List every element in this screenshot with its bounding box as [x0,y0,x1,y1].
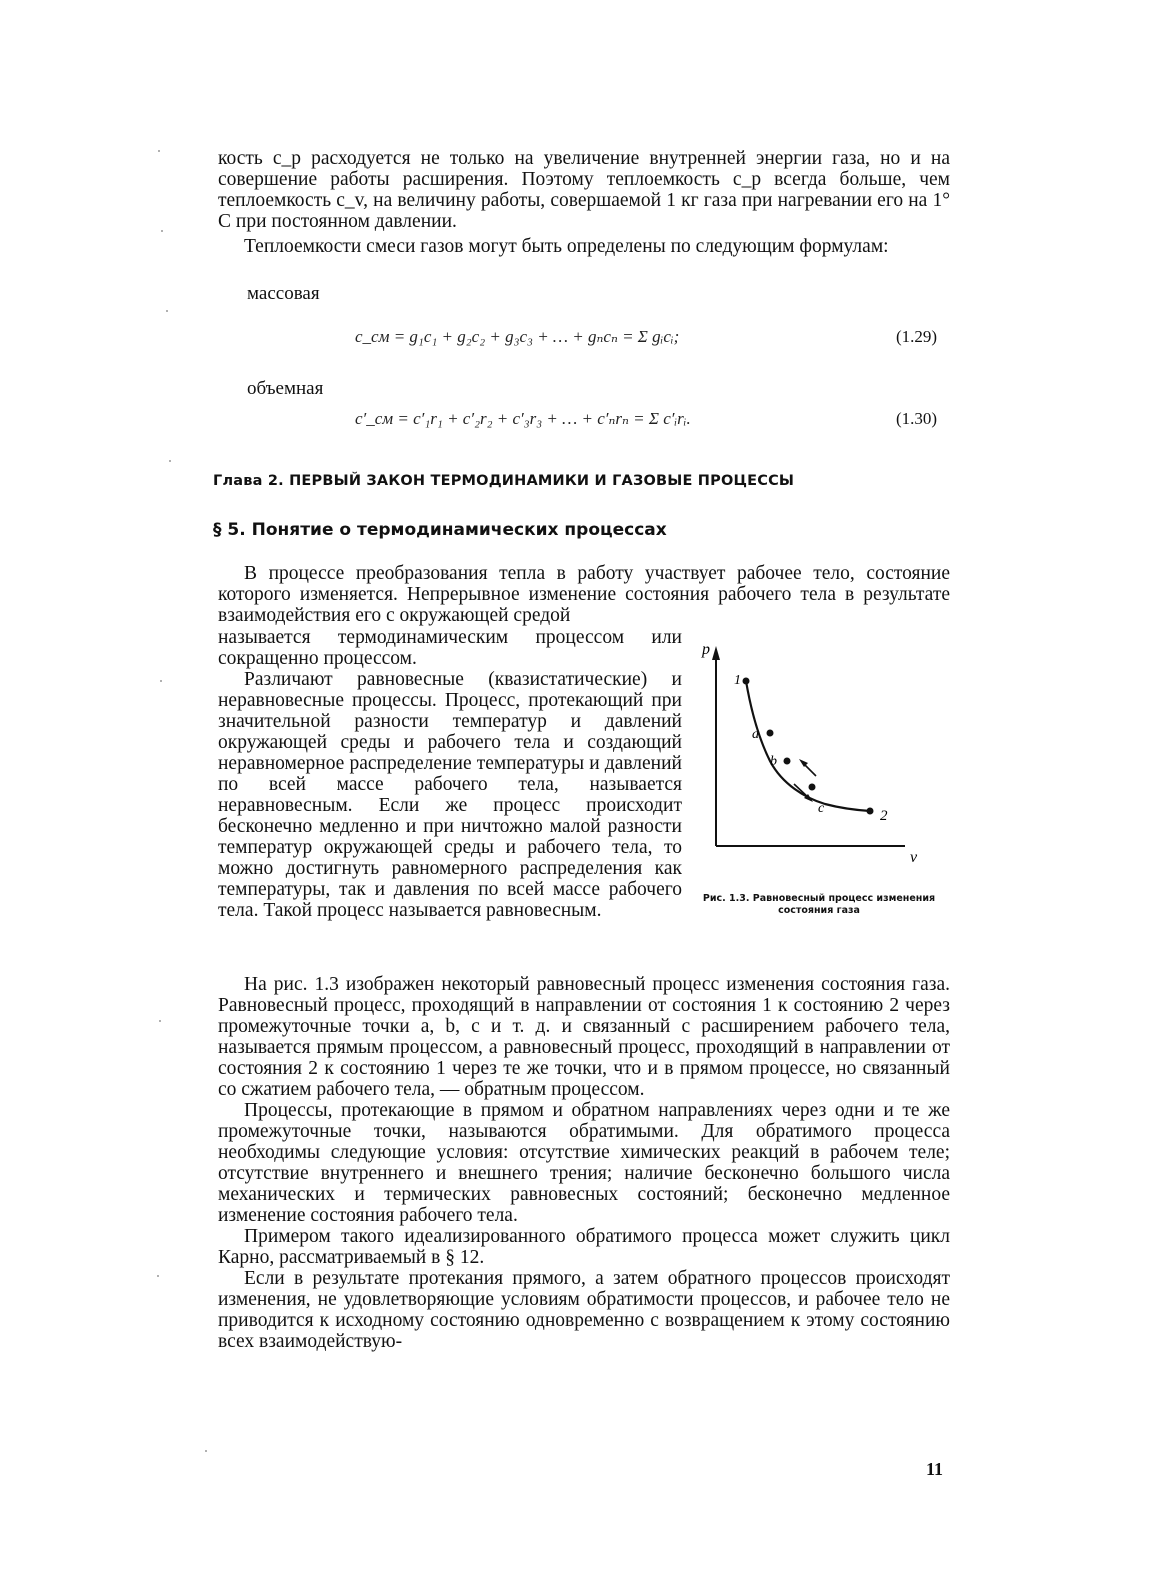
label-point-1: 1 [734,673,741,688]
formula-mass: c_см = g₁c₁ + g₂c₂ + g₃c₃ + … + gₙcₙ = Σ gᵢcᵢ; [355,327,680,346]
label-point-b: b [770,754,777,769]
process-curve [746,681,870,811]
formula-mass-label: массовая [247,283,320,304]
label-point-2: 2 [880,808,888,824]
formula-volume: c′_см = c′₁r₁ + c′₂r₂ + c′₃r₃ + … + c′ₙrₙ = Σ c′ᵢrᵢ. [355,409,691,428]
scan-speck [157,1275,159,1277]
paragraph-mixture: Теплоемкости смеси газов могут быть определены по следующим формулам: [244,236,889,257]
paragraph-direct-reverse: На рис. 1.3 изображен некоторый равновесный процесс изменения состояния газа. Равновесный процесс, проходящий в направлении от состояния 1 к состоянию 2 через промежуточные точки a, b, c и т. д. и связанный с расширением рабочего тела, называется прямым процессом, а равновесный процесс, проходящий в направлении от состояния 2 к состоянию 1 через те же точки, что и в прямом процессе, но связанный со сжатием рабочего тела, — обратным процессом. [218,974,950,1100]
figure-caption: Рис. 1.3. Равновесный процесс изменения состояния газа [702,893,936,916]
y-axis-arrow-icon [712,646,720,660]
equation-number-1-29: (1.29) [896,327,938,346]
x-axis-label: v [910,849,918,866]
pv-diagram [690,636,940,866]
paragraph-reversible: Процессы, протекающие в прямом и обратном направлениях через одни и те же промежуточные точки, называются обратимыми. Для обратимого процесса необходимы следующие условия: отсутствие химических реакций в рабочем теле; отсутствие внутреннего и внешнего трения; наличие бесконечно большого числа механических и термических равновесных состояний; бесконечно медленное изменение состояния рабочего тела. [218,1100,950,1226]
scan-speck [160,680,162,682]
formula-volume-label: объемная [247,378,324,399]
label-point-a: a [752,727,759,742]
section-heading: § 5. Понятие о термодинамических процессах [213,520,667,540]
paragraph-top: кость c_p расходуется не только на увеличение внутренней энергии газа, но и на совершение работы расширения. Поэтому теплоемкость c_p всегда больше, чем теплоемкость c_v, на величину работы, совершаемой 1 кг газа при нагревании его на 1° С при постоянном давлении. [218,148,950,232]
paragraph-process-definition-end: называется термодинамическим процессом или сокращенно процессом. [218,627,682,669]
state-point-b [784,758,791,765]
page-number: 11 [926,1459,944,1479]
label-point-c: c [818,801,825,816]
paragraph-narrow-column [218,627,682,921]
equation-number-1-30: (1.30) [896,409,938,428]
scan-speck [159,1020,161,1022]
state-point-a [767,730,774,737]
scan-speck [169,460,171,462]
scan-speck [158,150,160,152]
paragraph-equilibrium: Различают равновесные (квазистатические) и неравновесные процессы. Процесс, протекающий при значительной разности температур и давлений окружающей среды и рабочего тела и создающий неравномерное распределение температуры и давлений по всей массе рабочего тела, называется неравновесным. Если же процесс происходит бесконечно медленно и при ничтожно малой разности температур окружающей среды и рабочего тела, то можно достигнуть равномерного распределения как температуры, так и давления по всей массе рабочего тела. Такой процесс называется равновесным. [218,669,682,921]
scan-speck [166,310,168,312]
state-point-1 [743,678,750,685]
paragraph-irreversible: Если в результате протекания прямого, а затем обратного процессов происходят изменения, не удовлетворяющие условиям обратимости процессов, и рабочее тело не приводится к исходному состоянию одновременно с возвращением к этому состоянию всех взаимодействую- [218,1268,950,1352]
y-axis-label: p [702,641,710,658]
paragraph-figure-description [218,974,950,1352]
state-point-c [809,784,816,791]
paragraph-carnot: Примером такого идеализированного обратимого процесса может служить цикл Карно, рассматриваемый в § 12. [218,1226,950,1268]
chapter-heading: Глава 2. ПЕРВЫЙ ЗАКОН ТЕРМОДИНАМИКИ И ГАЗОВЫЕ ПРОЦЕССЫ [213,473,795,489]
scan-speck [205,1450,207,1452]
state-point-2 [867,808,874,815]
scan-speck [161,230,163,232]
paragraph-process-definition: В процессе преобразования тепла в работу участвует рабочее тело, состояние которого изменяется. Непрерывное изменение состояния рабочего тела в результате взаимодействия его с окружающей средой [218,563,950,626]
